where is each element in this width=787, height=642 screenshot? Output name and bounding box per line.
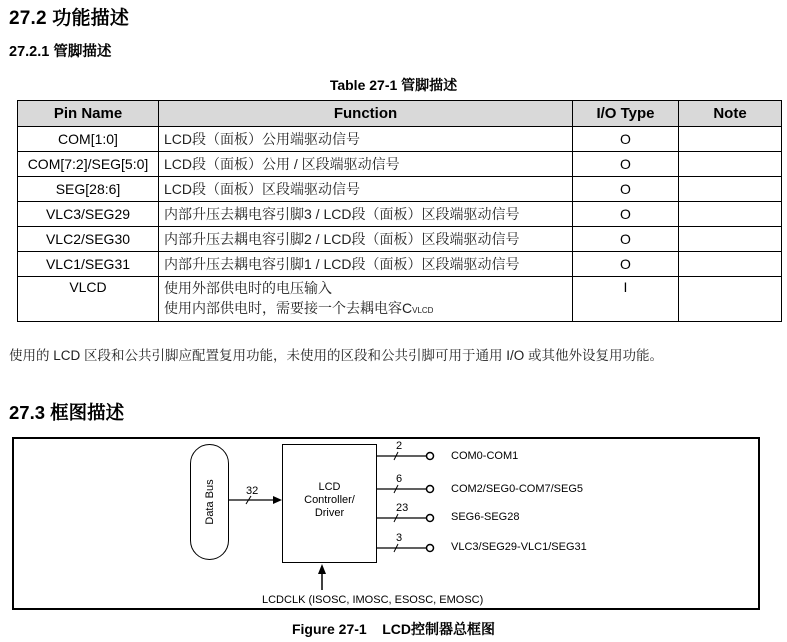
output-pin-icon: [427, 453, 434, 460]
pin-name-cell: VLC2/SEG30: [18, 227, 159, 252]
output-pin-icon: [427, 486, 434, 493]
output-width-label: 6: [396, 473, 403, 485]
function-cell: 内部升压去耦电容引脚3 / LCD段（面板）区段端驱动信号: [159, 202, 573, 227]
pin-name-cell: VLC3/SEG29: [18, 202, 159, 227]
io-type-cell: O: [573, 152, 679, 177]
bus-width-label: 32: [246, 485, 259, 497]
output-pin-icon: [427, 545, 434, 552]
pin-name-cell: COM[7:2]/SEG[5:0]: [18, 152, 159, 177]
output-pin-icon: [427, 515, 434, 522]
function-cell: LCD段（面板）公用 / 区段端驱动信号: [159, 152, 573, 177]
output-wire-3: [377, 514, 434, 522]
function-line-2-text: 使用内部供电时，需要接一个去耦电容C: [164, 300, 413, 316]
pin-name-cell: VLCD: [18, 277, 159, 322]
subscript-vlcd: VLCD: [412, 306, 434, 315]
header-function: Function: [159, 101, 573, 127]
controller-label-line-3: Driver: [314, 507, 345, 519]
controller-label-line-1: LCD: [318, 481, 341, 493]
function-cell: 内部升压去耦电容引脚1 / LCD段（面板）区段端驱动信号: [159, 252, 573, 277]
io-type-cell: O: [573, 202, 679, 227]
controller-label-line-2: Controller/: [304, 494, 355, 506]
output-signal-label: COM0-COM1: [451, 450, 519, 462]
figure-caption: Figure 27-1 LCD控制器总框图: [291, 621, 496, 637]
data-bus-label: Data Bus: [203, 479, 216, 525]
table-caption: Table 27-1 管脚描述: [329, 77, 458, 93]
output-width-label: 23: [396, 502, 409, 514]
pin-name-cell: SEG[28:6]: [18, 177, 159, 202]
io-type-cell: O: [573, 252, 679, 277]
header-note: Note: [679, 101, 782, 127]
output-wire-2: [377, 485, 434, 493]
clock-source-label: LCDCLK (ISOSC, IMOSC, ESOSC, EMOSC): [262, 594, 484, 606]
io-type-cell: O: [573, 227, 679, 252]
function-line-1: 使用外部供电时的电压输入: [164, 280, 332, 296]
section-heading: 27.2 功能描述: [9, 8, 130, 29]
header-pin-name: Pin Name: [18, 101, 159, 127]
output-wire-1: [377, 452, 434, 460]
header-io-type: I/O Type: [573, 101, 679, 127]
io-type-cell: I: [573, 277, 679, 322]
output-signal-label: COM2/SEG0-COM7/SEG5: [451, 483, 584, 495]
io-type-cell: O: [573, 177, 679, 202]
output-signal-label: SEG6-SEG28: [451, 511, 520, 523]
pin-name-cell: VLC1/SEG31: [18, 252, 159, 277]
body-paragraph: 使用的 LCD 区段和公共引脚应配置复用功能，未使用的区段和公共引脚可用于通用 I/O 或其他外设复用功能。: [9, 348, 664, 363]
io-type-cell: O: [573, 127, 679, 152]
clock-arrow: [318, 564, 326, 590]
bus-arrow: [229, 496, 282, 504]
function-cell: 内部升压去耦电容引脚2 / LCD段（面板）区段端驱动信号: [159, 227, 573, 252]
block-diagram-heading: 27.3 框图描述: [9, 402, 125, 423]
function-cell: LCD段（面板）公用端驱动信号: [159, 127, 573, 152]
output-wire-4: [377, 544, 434, 552]
subsection-heading: 27.2.1 管脚描述: [9, 44, 112, 60]
output-signal-label: VLC3/SEG29-VLC1/SEG31: [451, 541, 587, 553]
function-cell: LCD段（面板）区段端驱动信号: [159, 177, 573, 202]
output-width-label: 2: [396, 440, 403, 452]
output-width-label: 3: [396, 532, 403, 544]
pin-name-cell: COM[1:0]: [18, 127, 159, 152]
